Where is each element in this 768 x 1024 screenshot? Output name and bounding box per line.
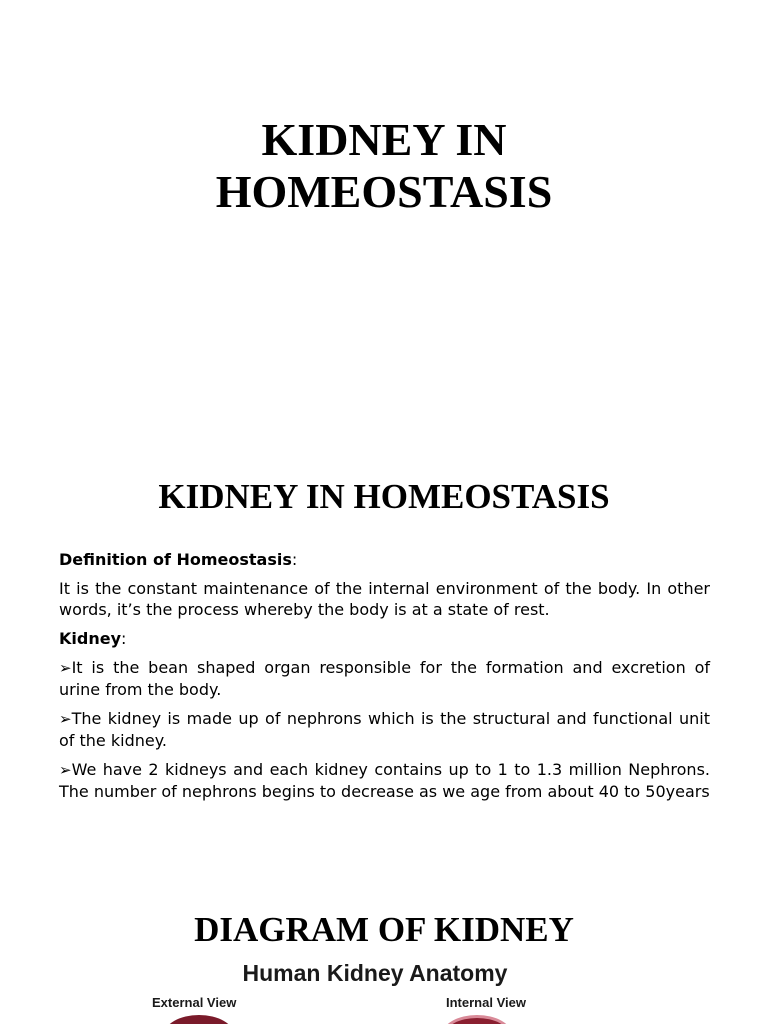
section-heading-diagram: DIAGRAM OF KIDNEY: [194, 910, 574, 949]
title-line-1: KIDNEY IN: [261, 114, 507, 165]
bullet-item: [59, 657, 710, 700]
kidney-heading: [59, 628, 710, 649]
bullet-text: The kidney is made up of nephrons which is the structural and functional unit of the kidney.: [59, 709, 710, 750]
internal-view-label: Internal View: [446, 995, 526, 1010]
kidney-colon: :: [121, 629, 127, 648]
arrow-bullet-icon: ➢: [59, 710, 72, 728]
bullet-text: We have 2 kidneys and each kidney contains up to 1 to 1.3 million Nephrons. The number of nephrons begins to decrease as we age from about 40 to 50years: [59, 760, 710, 801]
bullet-item: [59, 759, 710, 802]
definition-label: Definition of Homeostasis: [59, 550, 292, 569]
definition-heading: [59, 549, 710, 570]
bullet-item: [59, 708, 710, 751]
kidney-internal-illustration: [442, 1015, 512, 1024]
slide-body: [59, 549, 710, 810]
definition-text: It is the constant maintenance of the internal environment of the body. In other words, it’s the process whereby the body is at a state of rest.: [59, 579, 710, 619]
anatomy-image-title: Human Kidney Anatomy: [242, 960, 508, 986]
kidney-label: Kidney: [59, 629, 122, 648]
bullet-text: It is the bean shaped organ responsible for the formation and excretion of urine from the body.: [59, 658, 710, 699]
arrow-bullet-icon: ➢: [59, 761, 72, 779]
kidney-anatomy-image: [140, 955, 610, 1024]
definition-colon: :: [291, 550, 298, 569]
external-view-label: External View: [152, 995, 237, 1010]
title-line-2: HOMEOSTASIS: [215, 166, 553, 217]
slide-title: [0, 114, 768, 218]
section-heading-homeostasis: KIDNEY IN HOMEOSTASIS: [158, 477, 610, 516]
arrow-bullet-icon: ➢: [59, 659, 72, 677]
kidney-external-illustration: [164, 1015, 234, 1024]
